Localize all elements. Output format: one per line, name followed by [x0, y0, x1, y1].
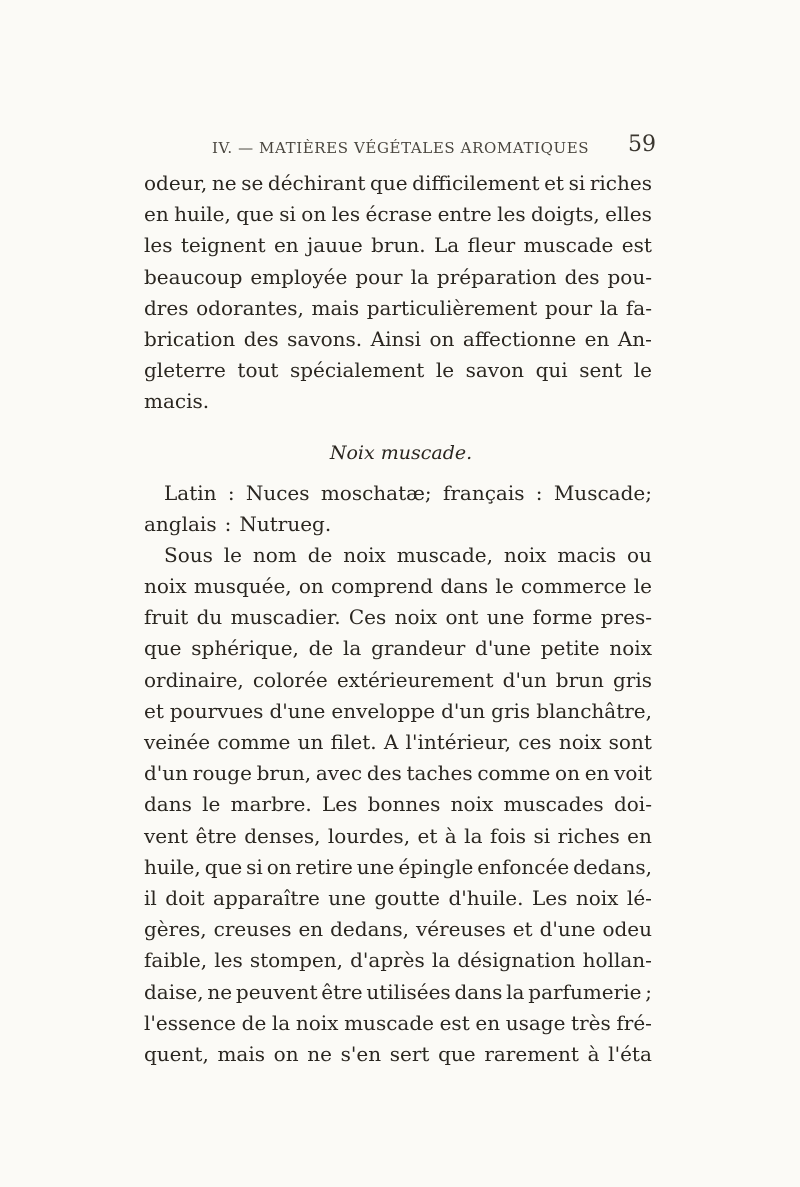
word: noix: [558, 730, 602, 754]
word: que: [370, 171, 408, 195]
word: en: [627, 823, 652, 848]
word: on: [266, 854, 292, 879]
word: noix: [503, 542, 547, 567]
word: véreuses: [415, 917, 506, 942]
word: colorée: [252, 667, 328, 692]
word: muscadier.: [230, 605, 341, 630]
word: d'une: [539, 917, 596, 942]
text-line: [144, 665, 652, 696]
text-line: [144, 696, 652, 727]
word: pres-: [600, 605, 652, 630]
word: en: [584, 326, 610, 351]
word: Nutrueg.: [239, 511, 332, 536]
word: :: [535, 480, 543, 505]
text-line: [144, 293, 652, 324]
word: quent,: [144, 1041, 209, 1066]
word: mais: [311, 295, 360, 320]
word: noix: [295, 1010, 339, 1035]
word: anglais: [144, 511, 217, 536]
word: la: [599, 295, 619, 320]
word: en: [144, 202, 169, 227]
word: avec: [315, 761, 363, 786]
word: lé-: [626, 885, 652, 910]
word: rouge: [192, 761, 252, 786]
word: la: [343, 636, 362, 661]
word: particulièrement: [366, 295, 538, 320]
word: s'en: [340, 1041, 382, 1066]
word: nom: [252, 542, 297, 567]
word: faible,: [144, 948, 208, 973]
word: gris: [491, 698, 531, 723]
word: ou: [626, 542, 652, 567]
word: peuvent: [235, 979, 318, 1004]
word: gris: [612, 667, 652, 692]
word: ne: [211, 171, 237, 195]
word: désignation: [457, 948, 576, 973]
word: enfoncée: [477, 854, 570, 879]
word: grandeur: [371, 636, 466, 661]
word: que: [144, 636, 182, 661]
word: riches: [589, 171, 652, 195]
word: en: [475, 1010, 501, 1035]
word: commerce: [520, 574, 627, 599]
word: d'un: [144, 761, 189, 786]
text-line: [144, 633, 652, 664]
text-line: [144, 355, 652, 386]
word: Les: [321, 792, 358, 817]
running-title: IV. — MATIÈRES VÉGÉTALES AROMATIQUES: [212, 139, 590, 157]
word: on: [273, 1041, 299, 1066]
word: muscade,: [396, 542, 493, 567]
word: doigts,: [531, 202, 600, 227]
word: tout: [237, 358, 279, 383]
text-line: [144, 230, 652, 261]
word: fa-: [625, 295, 652, 320]
word: d'un: [441, 698, 486, 723]
word: veinée: [144, 730, 211, 754]
word: savon: [465, 358, 525, 383]
word: vent: [144, 823, 189, 848]
word: préparation: [436, 264, 557, 289]
word: daise,: [144, 979, 204, 1004]
word: en: [273, 233, 299, 258]
word: l'éta: [608, 1041, 652, 1066]
word: voit: [614, 761, 652, 786]
word: il: [144, 885, 157, 910]
text-line: [144, 914, 652, 945]
word: brun: [555, 667, 604, 692]
word: taches: [406, 761, 473, 786]
word: sphérique,: [191, 636, 299, 661]
word: les: [144, 233, 173, 258]
word: filet.: [330, 730, 377, 754]
word: :: [227, 480, 235, 505]
word: est: [621, 233, 652, 258]
text-line: [144, 168, 652, 199]
word: marbre.: [230, 792, 312, 817]
word: Ces: [348, 605, 387, 630]
word: l'essence: [144, 1010, 237, 1035]
word: du: [196, 605, 223, 630]
paragraph-description: [144, 540, 652, 1070]
word: le: [435, 358, 455, 383]
word: être: [321, 979, 363, 1004]
word: muscade: [344, 1010, 434, 1035]
word: doit: [165, 885, 205, 910]
word: et: [144, 698, 164, 723]
word: rarement: [484, 1041, 579, 1066]
word: la: [271, 1010, 291, 1035]
text-line: [144, 852, 652, 883]
word: huile,: [144, 854, 201, 879]
text-line: [144, 571, 652, 602]
word: qui: [535, 358, 568, 383]
word: enveloppe: [331, 698, 436, 723]
word: l'intérieur,: [405, 730, 511, 754]
word: le: [633, 358, 652, 383]
word: apparaître: [213, 885, 320, 910]
word: de: [307, 542, 333, 567]
word: Muscade;: [553, 480, 652, 505]
text-line: [144, 1039, 652, 1070]
word: d'huile.: [448, 885, 524, 910]
text-line: [144, 324, 652, 355]
word: noix: [609, 636, 652, 661]
word: sent: [579, 358, 623, 383]
word: retire: [295, 854, 353, 879]
word: on: [429, 326, 455, 351]
word: muscade: [523, 233, 614, 258]
text-line: [144, 883, 652, 914]
word: La: [433, 233, 460, 258]
word: d'une: [475, 636, 531, 661]
word: que: [204, 854, 243, 879]
word: stompen,: [249, 948, 343, 973]
word: moschatæ;: [320, 480, 432, 505]
word: le: [633, 574, 652, 599]
word: gères,: [144, 917, 207, 942]
text-line: [144, 478, 652, 509]
text-line: [144, 540, 652, 571]
word: d'après: [350, 948, 425, 973]
word: brication: [144, 326, 236, 351]
word: Nuces: [245, 480, 310, 505]
word: forme: [532, 605, 593, 630]
word: usage: [505, 1010, 566, 1035]
word: dans: [440, 574, 489, 599]
word: si: [568, 171, 586, 195]
word: :: [224, 511, 232, 536]
word: dres: [144, 295, 189, 320]
word: d'une: [269, 698, 326, 723]
word: mais: [217, 1041, 266, 1066]
word: on: [301, 202, 327, 227]
word: le: [202, 792, 221, 817]
word: les: [497, 202, 526, 227]
word: lourdes,: [327, 823, 411, 848]
word: déchirant: [267, 171, 366, 195]
paragraph-continued: [144, 168, 652, 418]
word: comme: [217, 730, 291, 754]
word: parfumerie: [528, 979, 642, 1004]
text-line: [144, 262, 652, 293]
word: fruit: [144, 605, 189, 630]
word: An-: [617, 326, 652, 351]
word: une: [356, 854, 395, 879]
word: pourvues: [169, 698, 264, 723]
word: ;: [645, 979, 652, 1004]
word: si: [246, 854, 263, 879]
word: dedans,: [330, 917, 409, 942]
word: huile,: [174, 202, 231, 227]
word: fré-: [616, 1010, 652, 1035]
word: odeur,: [144, 171, 208, 195]
text-line: [144, 509, 652, 540]
word: savons.: [287, 326, 363, 351]
word: on: [298, 574, 324, 599]
word: beaucoup: [144, 264, 243, 289]
word: muscades: [503, 792, 604, 817]
word: une: [486, 605, 525, 630]
word: affectionne: [462, 326, 577, 351]
word: la: [410, 264, 429, 289]
word: odorantes,: [196, 295, 304, 320]
word: extérieurement: [336, 667, 494, 692]
word: entre: [437, 202, 492, 227]
text-line: [144, 977, 652, 1008]
text-line: [144, 789, 652, 820]
word: sert: [389, 1041, 430, 1066]
text-line: [144, 821, 652, 852]
word: le: [223, 542, 243, 567]
text-line: [144, 199, 652, 230]
word: très: [571, 1010, 611, 1035]
word: employée: [250, 264, 348, 289]
word: écrase: [365, 202, 433, 227]
word: dans: [454, 979, 503, 1004]
text-line: [144, 602, 652, 633]
word: en: [298, 917, 324, 942]
word: utilisées: [366, 979, 451, 1004]
word: hollan-: [582, 948, 652, 973]
word: pou-: [607, 264, 652, 289]
word: et: [544, 171, 564, 195]
running-head: [212, 132, 656, 162]
word: la: [431, 948, 451, 973]
word: sont: [608, 730, 652, 754]
word: gleterre: [144, 358, 226, 383]
word: noix: [575, 885, 619, 910]
text-line: [144, 386, 652, 417]
word: que: [236, 202, 274, 227]
word: riches: [557, 823, 620, 848]
word: fleur: [467, 233, 516, 258]
word: ces: [518, 730, 552, 754]
word: fois: [489, 823, 527, 848]
word: Ainsi: [370, 326, 422, 351]
word: et: [417, 823, 438, 848]
word: les: [331, 202, 361, 227]
word: musquée,: [193, 574, 292, 599]
word: à: [444, 823, 457, 848]
word: dans: [144, 792, 192, 817]
word: une: [328, 885, 366, 910]
word: spécialement: [289, 358, 425, 383]
word: comprend: [331, 574, 434, 599]
word: Les: [531, 885, 568, 910]
word: noix: [450, 792, 494, 817]
text-line: [144, 945, 652, 976]
word: des: [243, 326, 279, 351]
word: goutte: [374, 885, 440, 910]
word: épingle: [398, 854, 474, 879]
word: macis.: [144, 389, 210, 414]
word: denses,: [244, 823, 321, 848]
word: de: [308, 636, 334, 661]
word: ne: [307, 1041, 332, 1066]
word: des: [564, 264, 600, 289]
word: des: [366, 761, 402, 786]
word: elles: [605, 202, 652, 227]
section-heading: Noix muscade.: [329, 441, 473, 464]
page-number: 59: [628, 132, 656, 157]
word: on: [555, 761, 580, 786]
word: pour: [355, 264, 403, 289]
word: un: [297, 730, 324, 754]
word: odeu: [602, 917, 652, 942]
word: de: [241, 1010, 267, 1035]
word: teignent: [180, 233, 266, 258]
word: brun.: [371, 233, 426, 258]
word: noix: [343, 542, 386, 567]
word: A: [383, 730, 399, 754]
word: les: [214, 948, 243, 973]
word: difficilement: [412, 171, 540, 195]
word: si: [279, 202, 296, 227]
word: macis: [557, 542, 617, 567]
word: creuses: [213, 917, 292, 942]
word: en: [584, 761, 610, 786]
text-line: [144, 1008, 652, 1039]
word: jauue: [307, 233, 363, 258]
word: Latin: [164, 480, 217, 505]
word: blanchâtre,: [536, 698, 652, 723]
text-line: [144, 727, 652, 758]
word: bonnes: [367, 792, 441, 817]
word: ordinaire,: [144, 667, 244, 692]
word: comme: [477, 761, 551, 786]
word: la: [464, 823, 483, 848]
word: Sous: [164, 542, 213, 567]
word: noix: [394, 605, 438, 630]
word: si: [533, 823, 551, 848]
word: doi-: [613, 792, 652, 817]
word: noix: [144, 574, 187, 599]
word: français: [442, 480, 525, 505]
word: dedans,: [573, 854, 652, 879]
body-text: [144, 168, 652, 1070]
word: le: [495, 574, 514, 599]
word: à: [587, 1041, 600, 1066]
word: ne: [207, 979, 233, 1004]
word: petite: [540, 636, 600, 661]
word: se: [241, 171, 264, 195]
word: ont: [445, 605, 479, 630]
word: d'un: [502, 667, 547, 692]
word: brun,: [256, 761, 312, 786]
word: la: [506, 979, 525, 1004]
word: être: [195, 823, 237, 848]
word: est: [439, 1010, 470, 1035]
text-line: [144, 758, 652, 789]
word: pour: [544, 295, 593, 320]
paragraph-names: [144, 478, 652, 540]
word: et: [512, 917, 533, 942]
word: que: [438, 1041, 476, 1066]
